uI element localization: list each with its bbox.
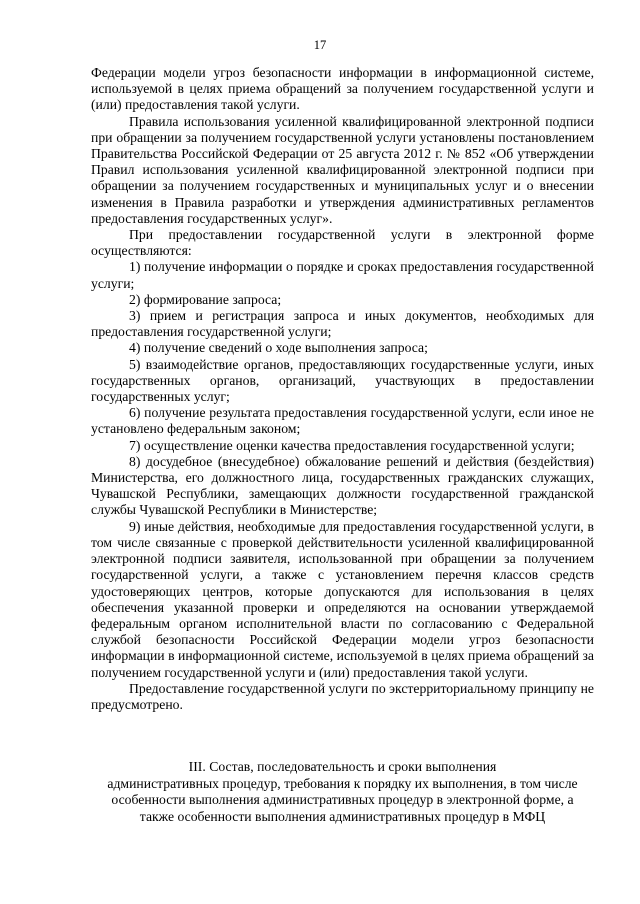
section-heading-line: особенности выполнения административных процедур в электронной форме, а <box>111 792 574 807</box>
list-item: 2) формирование запроса; <box>129 291 282 307</box>
list-item: 7) осуществление оценки качества предоставления государственной услуги; <box>129 437 575 453</box>
paragraph: Предоставление государственной услуги по экстерриториальному принципу не предусмотрено. <box>91 680 594 712</box>
section-heading <box>91 759 594 825</box>
page-number: 17 <box>313 38 327 52</box>
section-heading-line: также особенности выполнения административных процедур в МФЦ <box>139 808 546 824</box>
list-item: 1) получение информации о порядке и сроках предоставления государственной услуги; <box>91 259 594 291</box>
list-item: 4) получение сведений о ходе выполнения запроса; <box>129 340 428 356</box>
list-item: 6) получение результата предоставления государственной услуги, если иное не установлено федеральным законом; <box>91 405 594 437</box>
paragraph: Федерации модели угроз безопасности информации в информационной системе, используемой в целях приема обращений за получением государственной услуги и (или) предоставления такой услуги. <box>91 65 594 113</box>
paragraph: Правила использования усиленной квалифицированной электронной подписи при обращении за получением государственной услуги установлены постановлением Правительства Российской Федерации от 25 августа 2012 г. № 852 «Об утверждении Правил использования усиленной квалифицированной электронной подписи при обращении за получением государственных и муниципальных услуг и о внесении изменения в Правила разработки и утверждения административных регламентов предоставления государственных услуг». <box>91 113 594 226</box>
list-item: 9) иные действия, необходимые для предоставления государственной услуги, в том числе связанные с проверкой действительности усиленной квалифицированной электронной подписи заявителя, использованной при обращении за получением государственной услуги, а также с установлением перечня классов средств удостоверяющих центров, которые допускаются для использования в целях обеспечения указанной проверки и определяются на основании утверждаемой федеральным органом исполнительной власти по согласованию с Федеральной службой безопасности Российской Федерации модели угроз безопасности информации в информационной системе, используемой в целях приема обращений за получением государственной услуги и (или) предоставления такой услуги. <box>91 518 594 680</box>
list-item: 3) прием и регистрация запроса и иных документов, необходимых для предоставления государственной услуги; <box>91 308 594 340</box>
list-item: 8) досудебное (внесудебное) обжалование решений и действия (бездействия) Министерства, его должностного лица, государственных гражданских служащих, Чувашской Республики, замещающих должности государственной гражданской службы Чувашской Республики в Министерстве; <box>91 453 594 518</box>
document-body <box>91 65 594 713</box>
section-heading-line: административных процедур, требования к порядку их выполнения, в том числе <box>107 775 578 791</box>
section-heading-line: III. Состав, последовательность и сроки выполнения <box>188 759 497 774</box>
list-item: 5) взаимодействие органов, предоставляющих государственные услуги, иных государственных органов, организаций, участвующих в предоставлении государственных услуг; <box>91 356 594 405</box>
paragraph: При предоставлении государственной услуги в электронной форме осуществляются: <box>91 227 594 259</box>
